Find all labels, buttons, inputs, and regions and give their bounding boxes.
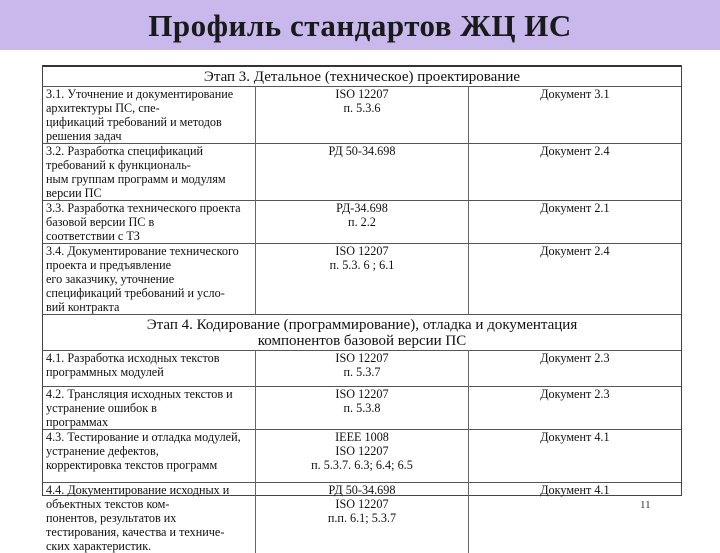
process-description: 3.4. Документирование технического проекта и предъявление его заказчику, уточнение спецификаций требований и усло- вий контракта (43, 244, 256, 315)
standard-reference: РД-34.698 п. 2.2 (256, 201, 469, 244)
table-row (43, 387, 681, 430)
process-description: 3.1. Уточнение и документирование архитектуры ПС, спе- цификаций требований и методов решения задач (43, 87, 256, 144)
standard-reference: IEEE 1008 ISO 12207 п. 5.3.7. 6.3; 6.4; 6.5 (256, 430, 469, 483)
stage-heading: Этап 4. Кодирование (программирование), отладка и документация компонентов базовой версии ПС (43, 315, 681, 351)
table-row (43, 483, 681, 553)
process-description: 4.1. Разработка исходных текстов программных модулей (43, 351, 256, 387)
document-reference: Документ 4.1 (468, 483, 681, 553)
stage-heading: Этап 3. Детальное (техническое) проектирование (43, 66, 681, 87)
document-reference: Документ 3.1 (468, 87, 681, 144)
document-reference: Документ 2.3 (468, 351, 681, 387)
standard-reference: ISO 12207 п. 5.3.7 (256, 351, 469, 387)
page-number: 11 (640, 499, 651, 511)
standard-reference: ISO 12207 п. 5.3.8 (256, 387, 469, 430)
document-reference: Документ 4.1 (468, 430, 681, 483)
document-reference: Документ 2.4 (468, 244, 681, 315)
table-row (43, 244, 681, 315)
standard-reference: РД 50-34.698 (256, 144, 469, 201)
standard-reference: ISO 12207 п. 5.3.6 (256, 87, 469, 144)
table-row (43, 201, 681, 244)
process-description: 3.2. Разработка спецификаций требований к функциональ- ным группам программ и модулям версии ПС (43, 144, 256, 201)
document-reference: Документ 2.4 (468, 144, 681, 201)
process-description: 3.3. Разработка технического проекта базовой версии ПС в соответствии с ТЗ (43, 201, 256, 244)
table-row (43, 87, 681, 144)
process-description: 4.2. Трансляция исходных текстов и устранение ошибок в программах (43, 387, 256, 430)
page-title: Профиль стандартов ЖЦ ИС (0, 0, 720, 52)
document-reference: Документ 2.1 (468, 201, 681, 244)
table-row (43, 430, 681, 483)
stage-3-heading-row (43, 66, 681, 87)
table-row (43, 351, 681, 387)
process-description: 4.3. Тестирование и отладка модулей, устранение дефектов, корректировка текстов программ (43, 430, 256, 483)
stage-4-heading-row (43, 315, 681, 351)
process-description: 4.4. Документирование исходных и объектных текстов ком- понентов, результатов их тестирования, качества и техниче- ских характеристик. (43, 483, 256, 553)
standards-table-image (42, 65, 682, 496)
standard-reference: ISO 12207 п. 5.3. 6 ; 6.1 (256, 244, 469, 315)
document-reference: Документ 2.3 (468, 387, 681, 430)
standard-reference: РД 50-34.698 ISO 12207 п.п. 6.1; 5.3.7 (256, 483, 469, 553)
standards-table (43, 65, 681, 553)
title-bar (0, 0, 720, 50)
table-row (43, 144, 681, 201)
